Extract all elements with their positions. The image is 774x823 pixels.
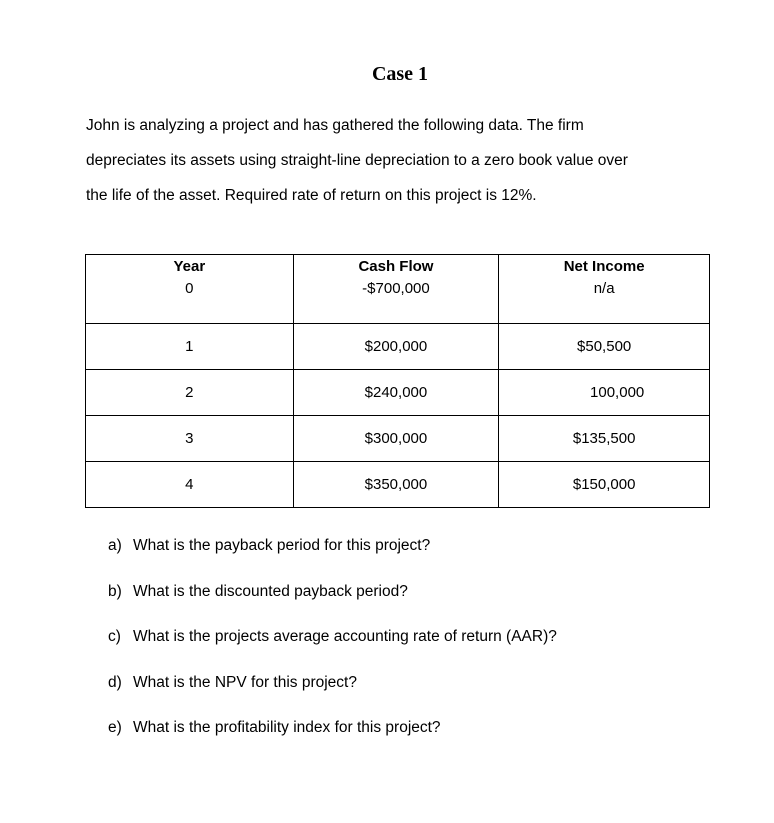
question-marker: a) bbox=[108, 537, 122, 554]
cell-year: 4 bbox=[86, 462, 294, 508]
table-row bbox=[86, 324, 710, 370]
table-row bbox=[86, 370, 710, 416]
question-list bbox=[108, 530, 557, 758]
question-marker: d) bbox=[108, 673, 122, 691]
cell-cash-flow: $200,000 bbox=[293, 324, 499, 370]
cell-net-income: $135,500 bbox=[499, 416, 710, 462]
cell-cash-flow: $300,000 bbox=[293, 416, 499, 462]
question-text: What is the projects average accounting rate of return (AAR)? bbox=[133, 628, 557, 645]
cell-net-income: $50,500 bbox=[499, 324, 710, 370]
cell-net-income: $150,000 bbox=[499, 462, 710, 508]
question-item bbox=[108, 667, 557, 713]
question-marker: e) bbox=[108, 719, 122, 736]
cell-cash-flow: $240,000 bbox=[293, 370, 499, 416]
intro-line: depreciates its assets using straight-line depreciation to a zero book value over bbox=[86, 152, 628, 169]
question-item bbox=[108, 530, 557, 576]
question-text: What is the NPV for this project? bbox=[133, 673, 357, 691]
cell-year: 0 bbox=[86, 279, 294, 324]
cell-cash-flow-value: -$700,000 bbox=[362, 280, 430, 297]
question-text: What is the profitability index for this project? bbox=[133, 719, 441, 736]
question-text: What is the payback period for this project? bbox=[133, 537, 431, 554]
cell-net-income-value: 100,000 bbox=[590, 384, 645, 401]
cell-cash-flow bbox=[293, 279, 499, 324]
cell-cash-flow: $350,000 bbox=[293, 462, 499, 508]
table-row bbox=[86, 279, 710, 324]
cell-year: 3 bbox=[86, 416, 294, 462]
cell-year: 1 bbox=[86, 324, 294, 370]
header-net-income: Net Income bbox=[499, 255, 710, 280]
table-row bbox=[86, 462, 710, 508]
question-item bbox=[108, 621, 557, 667]
question-marker: b) bbox=[108, 582, 122, 600]
intro-paragraph bbox=[86, 108, 726, 213]
question-marker: c) bbox=[108, 628, 121, 645]
table-row bbox=[86, 416, 710, 462]
header-cash-flow: Cash Flow bbox=[293, 255, 499, 280]
header-year: Year bbox=[86, 255, 294, 280]
cell-net-income: n/a bbox=[499, 279, 710, 324]
question-text: What is the discounted payback period? bbox=[133, 582, 408, 600]
case-title: Case 1 bbox=[371, 63, 429, 85]
question-item bbox=[108, 712, 557, 758]
cell-net-income bbox=[499, 370, 710, 416]
cell-year: 2 bbox=[86, 370, 294, 416]
table-header-row bbox=[86, 255, 710, 280]
project-data-table bbox=[85, 254, 710, 508]
intro-line: John is analyzing a project and has gathered the following data. The firm bbox=[86, 117, 584, 134]
intro-line: the life of the asset. Required rate of return on this project is 12%. bbox=[86, 187, 537, 204]
question-item bbox=[108, 576, 557, 622]
